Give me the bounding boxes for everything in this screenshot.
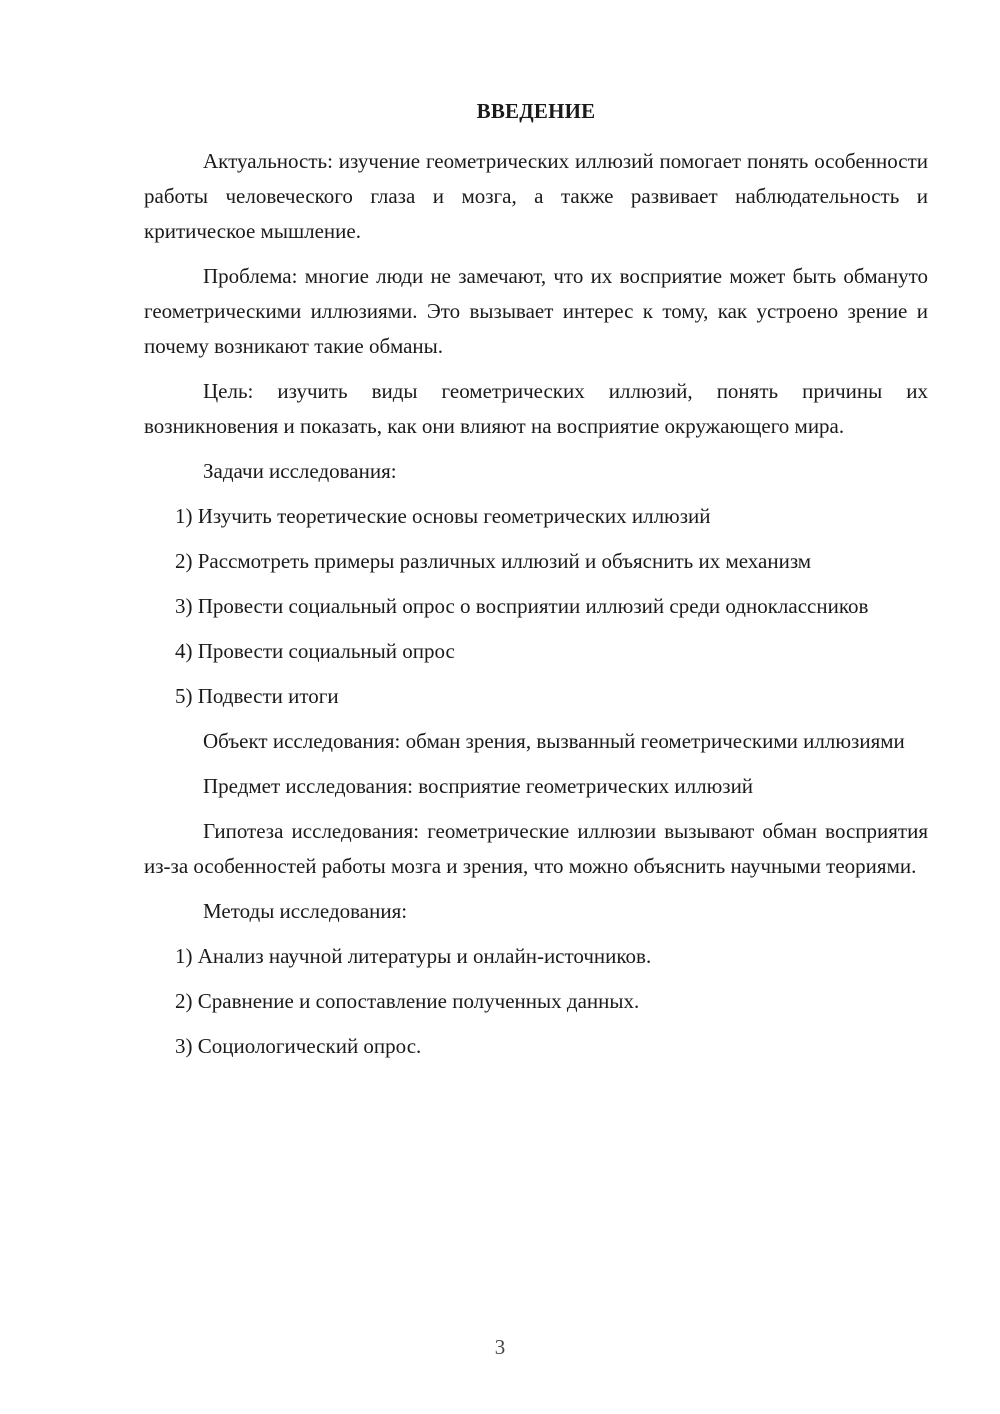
tasks-heading: Задачи исследования: [203, 459, 397, 483]
document-page [144, 94, 928, 1074]
relevance-paragraph: Актуальность: изучение геометрических иллюзий помогает понять особенности работы человеческого глаза и мозга, а также развивает наблюдательность и критическое мышление. [144, 149, 928, 243]
hypothesis-paragraph: Гипотеза исследования: геометрические иллюзии вызывают обман восприятия из-за особенностей работы мозга и зрения, что можно объяснить научными теориями. [144, 819, 928, 878]
method-item: 3) Социологический опрос. [175, 1034, 422, 1058]
goal-paragraph: Цель: изучить виды геометрических иллюзий, понять причины их возникновения и показать, как они влияют на восприятие окружающего мира. [144, 379, 928, 438]
subject-paragraph: Предмет исследования: восприятие геометрических иллюзий [203, 774, 754, 798]
page-title: ВВЕДЕНИЕ [476, 99, 596, 123]
task-item: 5) Подвести итоги [175, 684, 339, 708]
page-number: 3 [494, 1335, 506, 1359]
method-item: 1) Анализ научной литературы и онлайн-источников. [175, 944, 652, 968]
task-item: 1) Изучить теоретические основы геометрических иллюзий [175, 504, 711, 528]
problem-paragraph: Проблема: многие люди не замечают, что их восприятие может быть обмануто геометрическими иллюзиями. Это вызывает интерес к тому, как устроено зрение и почему возникают такие обманы. [144, 264, 928, 358]
task-item: 2) Рассмотреть примеры различных иллюзий и объяснить их механизм [175, 549, 812, 573]
methods-heading: Методы исследования: [203, 899, 408, 923]
task-item: 3) Провести социальный опрос о восприятии иллюзий среди одноклассников [175, 594, 869, 618]
task-item: 4) Провести социальный опрос [175, 639, 455, 663]
object-paragraph: Объект исследования: обман зрения, вызванный геометрическими иллюзиями [203, 729, 905, 753]
method-item: 2) Сравнение и сопоставление полученных данных. [175, 989, 640, 1013]
